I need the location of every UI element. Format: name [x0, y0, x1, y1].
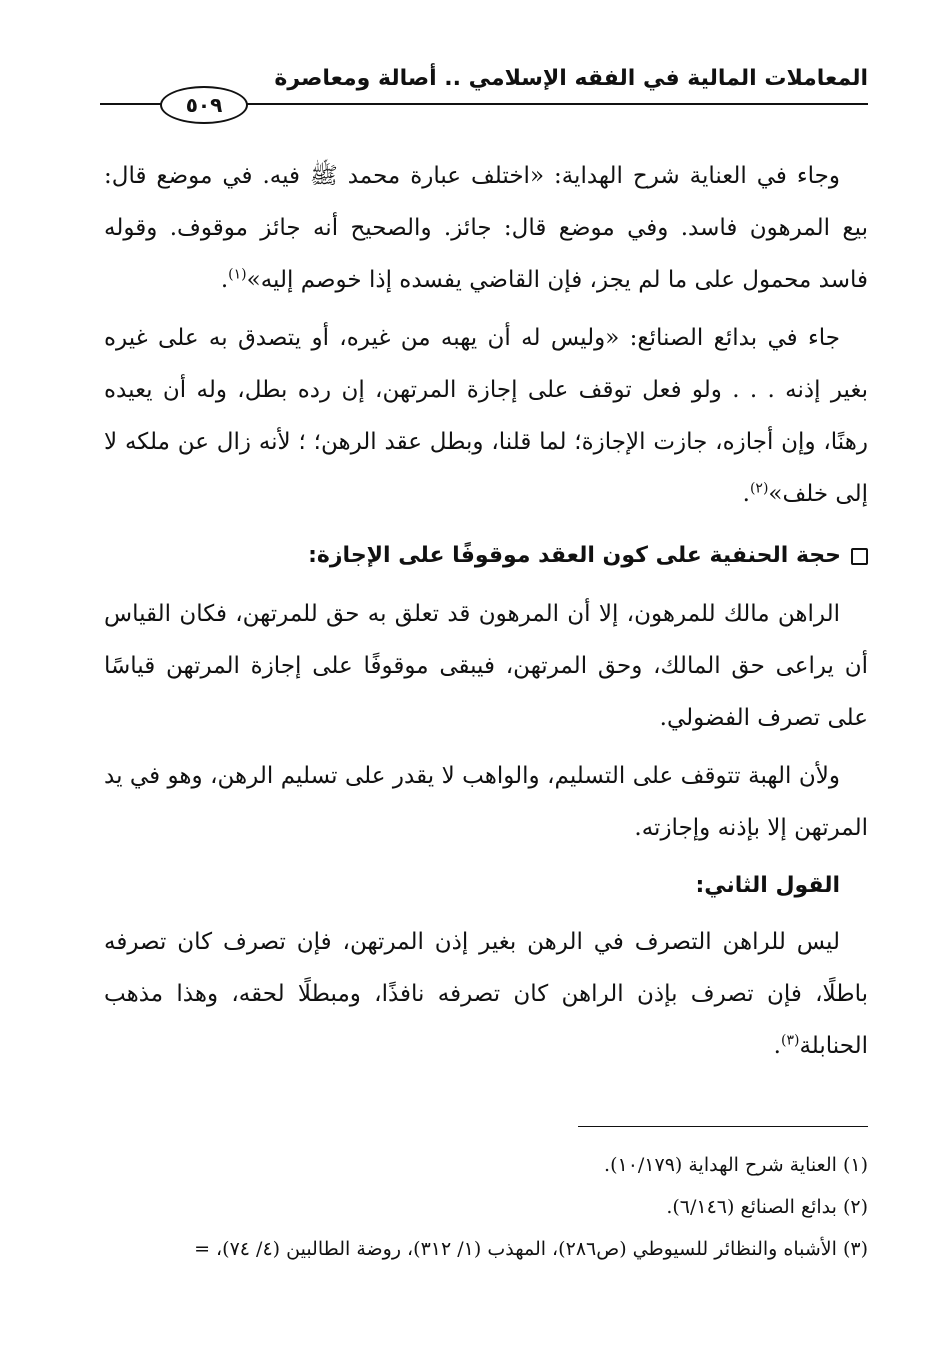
footnote-3: (٣) الأشباه والنظائر للسيوطي (ص٢٨٦)، المهذب (١/ ٣١٢)، روضة الطالبين (٤/ ٧٤)، = — [194, 1238, 868, 1260]
paragraph-badai-quote: جاء في بدائع الصنائع: «وليس له أن يهبه من غيره، أو يتصدق به على غيره بغير إذنه . . . ولو فعل توقف على إجازة المرتهن، إن رده بطل، وله أن يعيده رهنًا، وإن أجازه، جازت الإجازة؛ لما قلنا، وبطل عقد الرهن؛ ؛ لأنه زال عن ملكه لا إلى خلف»$^{(٢)}$. — [104, 325, 868, 507]
running-header-title: المعاملات المالية في الفقه الإسلامي .. أصالة ومعاصرة — [274, 66, 868, 91]
paragraph-text: جاء في بدائع الصنائع: «وليس له أن يهبه من غيره، أو يتصدق به على غيره بغير إذنه . . . ولو فعل توقف على إجازة المرتهن، إن رده بطل، وله أن يعيده رهنًا، وإن أجازه، جازت الإجازة؛ لما قلنا، وبطل عقد الرهن؛ ؛ لأنه زال عن ملكه لا إلى خلف» — [104, 325, 868, 507]
subheading-second-opinion: القول الثاني: — [695, 873, 840, 898]
footnotes — [104, 1144, 868, 1270]
paragraph-argument-1: الراهن مالك للمرهون، إلا أن المرهون قد تعلق به حق للمرتهن، فكان القياس أن يراعى حق المالك، وحق المرتهن، فيبقى موقوفًا على إجازة المرتهن قياسًا على تصرف الفضولي. — [104, 601, 868, 731]
paragraph-second-opinion: ليس للراهن التصرف في الرهن بغير إذن المرتهن، فإن تصرف كان تصرفه باطلًا، فإن تصرف بإذن الراهن كان تصرفه نافذًا، ومبطلًا لحقه، وهذا مذهب الحنابلة$^{(٣)}$. — [104, 929, 868, 1059]
paragraph-argument-2: ولأن الهبة تتوقف على التسليم، والواهب لا يقدر على تسليم الرهن، وهو في يد المرتهن إلا بإذنه وإجازته. — [104, 763, 868, 841]
paragraph-text: ليس للراهن التصرف في الرهن بغير إذن المرتهن، فإن تصرف كان تصرفه باطلًا، فإن تصرف بإذن الراهن كان تصرفه نافذًا، ومبطلًا لحقه، وهذا مذهب الحنابلة — [104, 929, 868, 1059]
footnote-ref: (٣) — [780, 1032, 800, 1049]
square-bullet-icon — [851, 548, 868, 565]
paragraph-inaya-quote: وجاء في العناية شرح الهداية: «اختلف عبارة محمد ﷺ فيه. في موضع قال: بيع المرهون فاسد. وفي موضع قال: جائز. والصحيح أنه جائز موقوف. وقوله فاسد محمول على ما لم يجز، فإن القاضي يفسده إذا خوصم إليه»$^{(١)}$. — [104, 163, 868, 293]
paragraph-text: وجاء في العناية شرح الهداية: «اختلف عبارة محمد ﷺ فيه. في موضع قال: بيع المرهون فاسد. وفي موضع قال: جائز. والصحيح أنه جائز موقوف. وقوله فاسد محمول على ما لم يجز، فإن القاضي يفسده إذا خوصم إليه» — [104, 163, 868, 293]
footnote-1: (١) العناية شرح الهداية (١٠/١٧٩). — [604, 1154, 868, 1176]
main-text — [104, 150, 868, 1078]
footnote-ref: (١) — [228, 266, 247, 283]
footnote-separator — [578, 1126, 868, 1127]
page-number: ٥٠٩ — [185, 93, 223, 117]
section-heading-text: حجة الحنفية على كون العقد موقوفًا على الإجازة: — [308, 543, 841, 568]
footnote-2: (٢) بدائع الصنائع (٦/١٤٦). — [666, 1196, 868, 1218]
section-heading — [104, 530, 868, 582]
footnote-ref: (٢) — [749, 480, 769, 497]
page-number-badge — [160, 86, 248, 124]
